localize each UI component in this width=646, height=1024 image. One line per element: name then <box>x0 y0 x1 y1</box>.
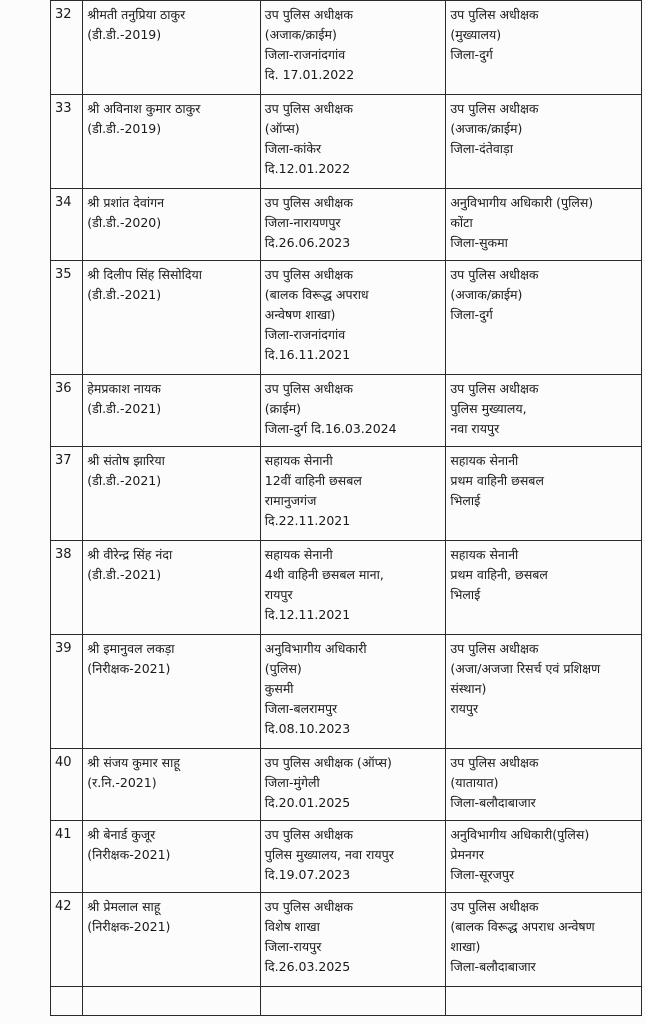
cell-line: उप पुलिस अधीक्षक <box>264 899 353 914</box>
cell-line: श्री अविनाश कुमार ठाकुर <box>87 101 201 116</box>
cell-line: सहायक सेनानी <box>264 453 333 468</box>
current-posting-cell <box>260 541 446 635</box>
cell-line: श्री बेनार्ड कुजूर <box>87 827 156 842</box>
cell-line: जिला-सूरजपुर <box>450 867 515 882</box>
table-row <box>51 749 642 821</box>
cell-line: (बालक विरूद्ध अपराध <box>264 287 369 302</box>
cell-line: दि.16.11.2021 <box>264 347 351 362</box>
cell-line: (क्राईम) <box>264 401 301 416</box>
new-posting-cell <box>446 821 642 893</box>
cell-line: (पुलिस) <box>264 661 302 676</box>
cell-line: (बालक विरूद्ध अपराध अन्वेषण <box>450 919 595 934</box>
cell-line: पुलिस मुख्यालय, <box>450 401 527 416</box>
cell-line: उप पुलिस अधीक्षक <box>450 381 539 396</box>
cell-line: (डी.डी.-2021) <box>87 401 162 416</box>
cell-line: नवा रायपुर <box>450 421 500 436</box>
cell-line: दि.12.11.2021 <box>264 607 351 622</box>
serial-number-cell: 38 <box>51 541 83 635</box>
cell-line: सहायक सेनानी <box>450 547 519 562</box>
cell-line: श्री संजय कुमार साहू <box>87 755 180 770</box>
cell-line: उप पुलिस अधीक्षक <box>450 7 539 22</box>
current-posting-cell <box>260 261 446 375</box>
cell-line: जिला-दुर्ग दि.16.03.2024 <box>264 421 397 436</box>
cell-line: दि.19.07.2023 <box>264 867 351 882</box>
serial-number-cell: 40 <box>51 749 83 821</box>
cell-line: प्रेमनगर <box>450 847 485 862</box>
current-posting-cell <box>260 189 446 261</box>
cell-line: (अजाक/क्राईम) <box>264 27 337 42</box>
cell-line: (निरीक्षक-2021) <box>87 661 171 676</box>
cell-line: उप पुलिस अधीक्षक <box>450 267 539 282</box>
cell-line: उप पुलिस अधीक्षक (ऑप्स) <box>264 755 392 770</box>
cell-line: दि.22.11.2021 <box>264 513 351 528</box>
new-posting-cell <box>446 189 642 261</box>
table-row <box>51 189 642 261</box>
cell-line: सहायक सेनानी <box>264 547 333 562</box>
empty-cell <box>51 987 83 1016</box>
cell-line: उप पुलिस अधीक्षक <box>264 381 353 396</box>
cell-line: अनुविभागीय अधिकारी(पुलिस) <box>450 827 590 842</box>
cell-line: जिला-दंतेवाड़ा <box>450 141 513 156</box>
officer-name-cell <box>83 893 261 987</box>
cell-line: प्रथम वाहिनी, छसबल <box>450 567 548 582</box>
cell-line: दि.20.01.2025 <box>264 795 351 810</box>
current-posting-cell <box>260 375 446 447</box>
cell-line: (डी.डी.-2021) <box>87 473 162 488</box>
officer-name-cell <box>83 447 261 541</box>
cell-line: (मुख्यालय) <box>450 27 502 42</box>
cell-line: जिला-कांकेर <box>264 141 322 156</box>
cell-line: (डी.डी.-2021) <box>87 567 162 582</box>
cell-line: शाखा) <box>450 939 481 954</box>
cell-line: विशेष शाखा <box>264 919 320 934</box>
cell-line: (निरीक्षक-2021) <box>87 919 171 934</box>
new-posting-cell <box>446 893 642 987</box>
new-posting-cell <box>446 375 642 447</box>
table-row <box>51 375 642 447</box>
empty-cell <box>260 987 446 1016</box>
current-posting-cell <box>260 95 446 189</box>
new-posting-cell <box>446 447 642 541</box>
officer-name-cell <box>83 261 261 375</box>
cell-line: (अजाक/क्राईम) <box>450 121 523 136</box>
officer-name-cell <box>83 821 261 893</box>
table-row <box>51 447 642 541</box>
current-posting-cell <box>260 821 446 893</box>
serial-number-cell: 39 <box>51 635 83 749</box>
current-posting-cell <box>260 749 446 821</box>
cell-line: जिला-दुर्ग <box>450 47 493 62</box>
cell-line: (डी.डी.-2021) <box>87 287 162 302</box>
cell-line: जिला-बलौदाबाजार <box>450 959 536 974</box>
serial-number-cell: 41 <box>51 821 83 893</box>
table-row <box>51 821 642 893</box>
cell-line: श्री इमानुवल लकड़ा <box>87 641 175 656</box>
serial-number-cell: 36 <box>51 375 83 447</box>
cell-line: जिला-रायपुर <box>264 939 322 954</box>
new-posting-cell <box>446 95 642 189</box>
officer-name-cell <box>83 541 261 635</box>
new-posting-cell <box>446 261 642 375</box>
cell-line: रायपुर <box>264 587 293 602</box>
cell-line: दि.26.03.2025 <box>264 959 351 974</box>
cell-line: अनुविभागीय अधिकारी <box>264 641 367 656</box>
current-posting-cell <box>260 893 446 987</box>
cell-line: श्री प्रेमलाल साहू <box>87 899 161 914</box>
cell-line: उप पुलिस अधीक्षक <box>264 7 353 22</box>
officer-name-cell <box>83 635 261 749</box>
cell-line: दि.26.06.2023 <box>264 235 351 250</box>
cell-line: 4थी वाहिनी छसबल माना, <box>264 567 384 582</box>
cell-line: दि.12.01.2022 <box>264 161 351 176</box>
cell-line: भिलाई <box>450 587 481 602</box>
cell-line: रामानुजगंज <box>264 493 317 508</box>
cell-line: (ऑप्स) <box>264 121 300 136</box>
empty-cell <box>446 987 642 1016</box>
cell-line: कुसमी <box>264 681 294 696</box>
new-posting-cell <box>446 749 642 821</box>
new-posting-cell <box>446 541 642 635</box>
cell-line: (अजाक/क्राईम) <box>450 287 523 302</box>
current-posting-cell <box>260 447 446 541</box>
cell-line: श्री संतोष झारिया <box>87 453 165 468</box>
transfer-list-table <box>50 0 642 1016</box>
cell-line: जिला-राजनांदगांव <box>264 47 346 62</box>
cell-line: (डी.डी.-2019) <box>87 27 162 42</box>
cell-line: श्री वीरेन्द्र सिंह नंदा <box>87 547 173 562</box>
cell-line: उप पुलिस अधीक्षक <box>450 755 539 770</box>
cell-line: पुलिस मुख्यालय, नवा रायपुर <box>264 847 394 862</box>
cell-line: जिला-मुंगेली <box>264 775 320 790</box>
cell-line: (यातायात) <box>450 775 499 790</box>
cell-line: (डी.डी.-2020) <box>87 215 162 230</box>
cell-line: जिला-राजनांदगांव <box>264 327 346 342</box>
cell-line: उप पुलिस अधीक्षक <box>450 101 539 116</box>
new-posting-cell <box>446 635 642 749</box>
cell-line: रायपुर <box>450 701 479 716</box>
officer-name-cell <box>83 189 261 261</box>
officer-name-cell <box>83 95 261 189</box>
cell-line: जिला-सुकमा <box>450 235 508 250</box>
cell-line: जिला-नारायणपुर <box>264 215 341 230</box>
cell-line: जिला-बलौदाबाजार <box>450 795 536 810</box>
officer-name-cell <box>83 749 261 821</box>
table-row-partial <box>51 987 642 1016</box>
officer-name-cell <box>83 375 261 447</box>
cell-line: श्री दिलीप सिंह सिसोदिया <box>87 267 203 282</box>
cell-line: कोंटा <box>450 215 473 230</box>
cell-line: उप पुलिस अधीक्षक <box>264 195 353 210</box>
officer-name-cell <box>83 1 261 95</box>
cell-line: जिला-दुर्ग <box>450 307 493 322</box>
cell-line: दि.08.10.2023 <box>264 721 351 736</box>
table-row <box>51 635 642 749</box>
new-posting-cell <box>446 1 642 95</box>
cell-line: (डी.डी.-2019) <box>87 121 162 136</box>
cell-line: (निरीक्षक-2021) <box>87 847 171 862</box>
table-row <box>51 893 642 987</box>
cell-line: दि. 17.01.2022 <box>264 67 355 82</box>
cell-line: श्री प्रशांत देवांगन <box>87 195 165 210</box>
cell-line: प्रथम वाहिनी छसबल <box>450 473 544 488</box>
serial-number-cell: 32 <box>51 1 83 95</box>
cell-line: भिलाई <box>450 493 481 508</box>
current-posting-cell <box>260 635 446 749</box>
cell-line: (अजा/अजजा रिसर्च एवं प्रशिक्षण <box>450 661 601 676</box>
table-row <box>51 95 642 189</box>
cell-line: जिला-बलरामपुर <box>264 701 338 716</box>
table-row <box>51 261 642 375</box>
current-posting-cell <box>260 1 446 95</box>
transfer-list-body <box>51 1 642 1016</box>
cell-line: 12वीं वाहिनी छसबल <box>264 473 362 488</box>
cell-line: उप पुलिस अधीक्षक <box>264 267 353 282</box>
cell-line: उप पुलिस अधीक्षक <box>264 101 353 116</box>
cell-line: सहायक सेनानी <box>450 453 519 468</box>
cell-line: हेमप्रकाश नायक <box>87 381 161 396</box>
cell-line: (र.नि.-2021) <box>87 775 157 790</box>
serial-number-cell: 33 <box>51 95 83 189</box>
serial-number-cell: 35 <box>51 261 83 375</box>
cell-line: उप पुलिस अधीक्षक <box>450 641 539 656</box>
cell-line: संस्थान) <box>450 681 487 696</box>
serial-number-cell: 37 <box>51 447 83 541</box>
cell-line: उप पुलिस अधीक्षक <box>450 899 539 914</box>
table-row <box>51 541 642 635</box>
serial-number-cell: 42 <box>51 893 83 987</box>
serial-number-cell: 34 <box>51 189 83 261</box>
empty-cell <box>83 987 261 1016</box>
table-row <box>51 1 642 95</box>
cell-line: उप पुलिस अधीक्षक <box>264 827 353 842</box>
cell-line: अन्वेषण शाखा) <box>264 307 336 322</box>
cell-line: श्रीमती तनुप्रिया ठाकुर <box>87 7 186 22</box>
cell-line: अनुविभागीय अधिकारी (पुलिस) <box>450 195 594 210</box>
